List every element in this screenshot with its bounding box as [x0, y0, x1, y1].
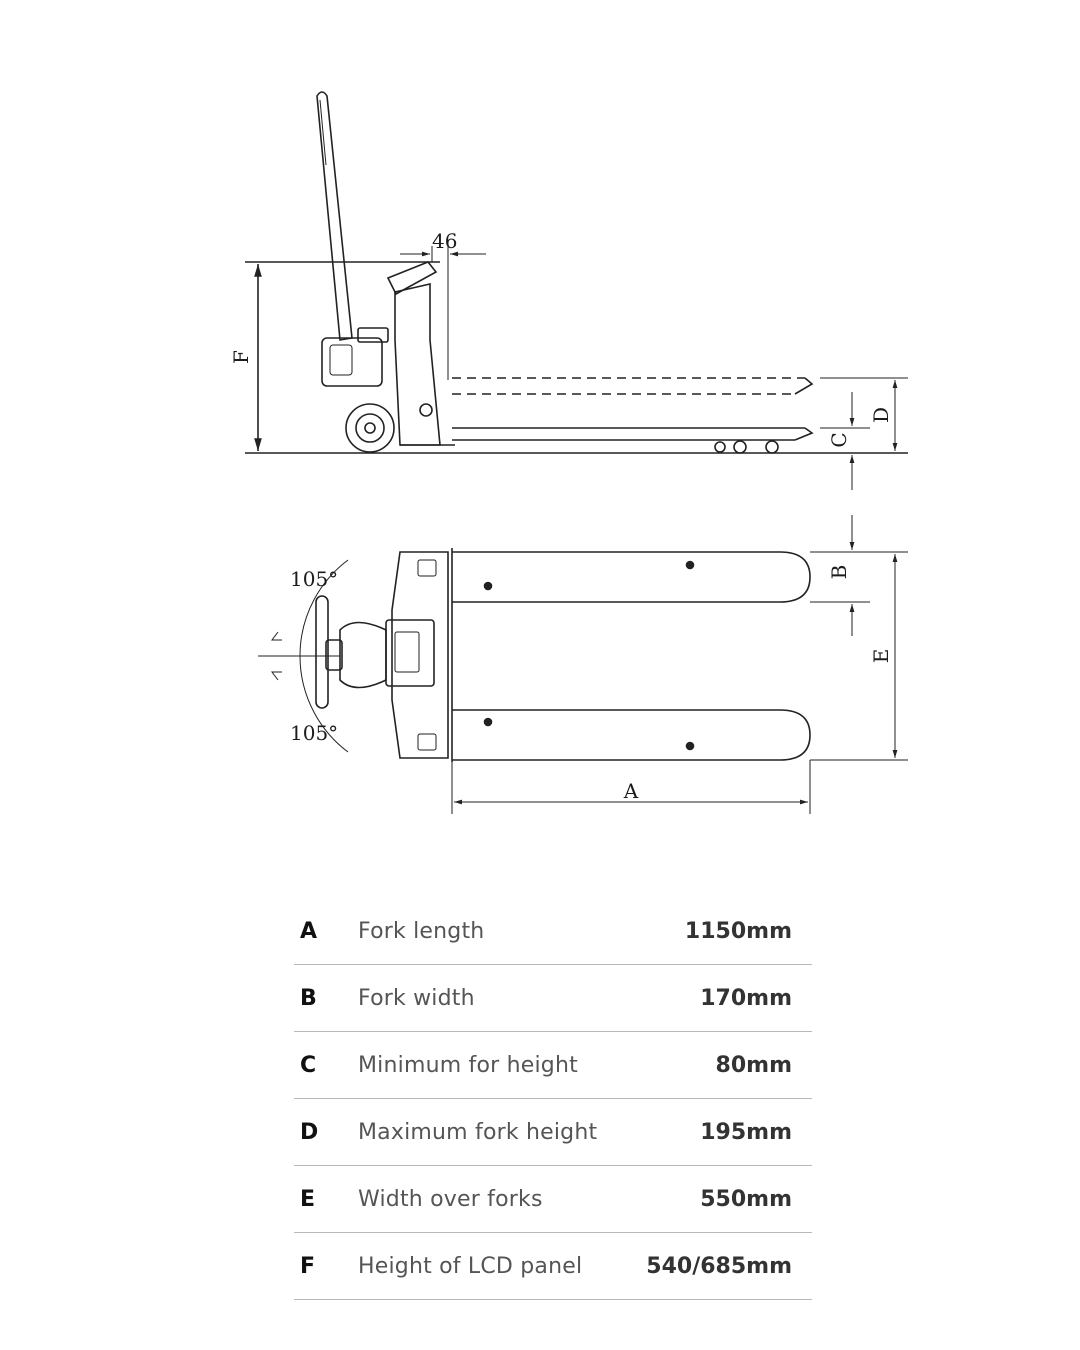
angle-bottom-label: 105°	[290, 721, 339, 745]
lcd-column	[395, 284, 440, 445]
dim-e-label: E	[869, 648, 893, 664]
spec-value: 80mm	[715, 1052, 792, 1078]
spec-label: Maximum fork height	[358, 1119, 598, 1145]
lcd-panel	[386, 620, 434, 686]
spec-letter: D	[300, 1119, 319, 1145]
raised-fork	[452, 378, 812, 394]
side-view	[245, 92, 908, 490]
spec-letter: C	[300, 1052, 317, 1078]
spec-letter: A	[300, 918, 318, 944]
spec-label: Height of LCD panel	[358, 1253, 583, 1279]
fork-top	[452, 552, 810, 602]
spec-value: 550mm	[700, 1186, 792, 1212]
fork-bottom	[452, 710, 810, 760]
dim-c-label: C	[827, 432, 851, 448]
spec-label: Width over forks	[358, 1186, 543, 1212]
angle-top-label: 105°	[290, 567, 339, 591]
spec-label: Fork width	[358, 985, 475, 1011]
spec-label: Fork length	[358, 918, 485, 944]
spec-row-e	[294, 1166, 812, 1233]
spec-letter: F	[300, 1253, 316, 1279]
steer-wheel	[346, 404, 394, 452]
lcd-head	[388, 262, 436, 294]
spec-value: 195mm	[700, 1119, 792, 1145]
spec-row-d	[294, 1099, 812, 1166]
dim-46-label: 46	[432, 229, 458, 253]
spec-row-a	[294, 898, 812, 965]
spec-value: 1150mm	[684, 918, 792, 944]
frame	[392, 552, 448, 758]
spec-value: 540/685mm	[646, 1253, 792, 1279]
dim-f-label: F	[229, 350, 253, 364]
dim-b-label: B	[827, 564, 851, 580]
spec-table	[294, 898, 812, 1300]
dim-d-label: D	[869, 406, 893, 424]
spec-row-f	[294, 1233, 812, 1300]
spec-letter: E	[300, 1186, 316, 1212]
dim-a-label: A	[623, 779, 639, 803]
spec-row-c	[294, 1032, 812, 1099]
spec-label: Minimum for height	[358, 1052, 578, 1078]
top-view	[258, 515, 908, 814]
spec-row-b	[294, 965, 812, 1032]
lowered-fork	[452, 428, 812, 453]
spec-value: 170mm	[700, 985, 792, 1011]
spec-letter: B	[300, 985, 317, 1011]
